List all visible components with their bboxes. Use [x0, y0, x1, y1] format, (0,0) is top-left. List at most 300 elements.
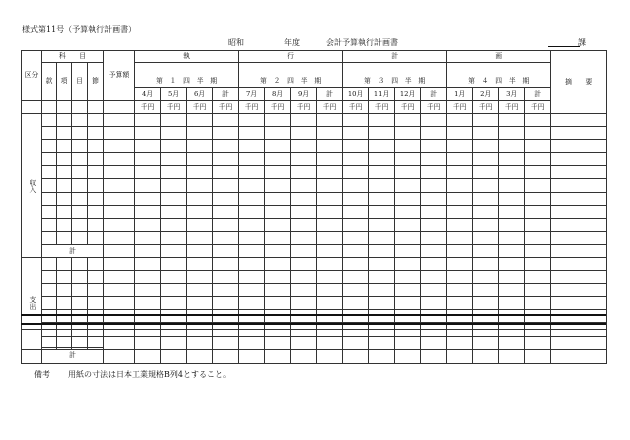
amount-entry-cell[interactable]	[239, 153, 265, 166]
amount-entry-cell[interactable]	[421, 330, 447, 364]
amount-entry-cell[interactable]	[135, 192, 161, 205]
amount-entry-cell[interactable]	[447, 218, 473, 231]
amount-entry-cell[interactable]	[187, 271, 213, 284]
amount-entry-cell[interactable]	[135, 297, 161, 310]
remarks-entry-cell[interactable]	[551, 218, 607, 231]
subject-entry-cell[interactable]	[104, 297, 135, 310]
amount-entry-cell[interactable]	[395, 127, 421, 140]
amount-entry-cell[interactable]	[447, 310, 473, 323]
amount-entry-cell[interactable]	[525, 205, 551, 218]
subject-entry-cell[interactable]	[42, 218, 57, 231]
amount-entry-cell[interactable]	[317, 192, 343, 205]
amount-entry-cell[interactable]	[473, 257, 499, 270]
amount-entry-cell[interactable]	[213, 205, 239, 218]
amount-entry-cell[interactable]	[161, 127, 187, 140]
amount-entry-cell[interactable]	[395, 231, 421, 244]
amount-entry-cell[interactable]	[343, 284, 369, 297]
subject-entry-cell[interactable]	[104, 114, 135, 127]
amount-entry-cell[interactable]	[187, 218, 213, 231]
subject-entry-cell[interactable]	[104, 205, 135, 218]
amount-entry-cell[interactable]	[187, 310, 213, 323]
amount-entry-cell[interactable]	[213, 166, 239, 179]
amount-entry-cell[interactable]	[239, 257, 265, 270]
amount-entry-cell[interactable]	[187, 153, 213, 166]
subject-entry-cell[interactable]	[72, 284, 88, 297]
amount-entry-cell[interactable]	[421, 205, 447, 218]
amount-entry-cell[interactable]	[239, 244, 265, 257]
subject-entry-cell[interactable]	[88, 140, 104, 153]
amount-entry-cell[interactable]	[343, 114, 369, 127]
amount-entry-cell[interactable]	[265, 179, 291, 192]
amount-entry-cell[interactable]	[369, 153, 395, 166]
amount-entry-cell[interactable]	[291, 166, 317, 179]
amount-entry-cell[interactable]	[213, 244, 239, 257]
amount-entry-cell[interactable]	[265, 153, 291, 166]
amount-entry-cell[interactable]	[369, 310, 395, 323]
amount-entry-cell[interactable]	[473, 330, 499, 364]
amount-entry-cell[interactable]	[395, 166, 421, 179]
subject-entry-cell[interactable]	[88, 297, 104, 310]
amount-entry-cell[interactable]	[473, 140, 499, 153]
amount-entry-cell[interactable]	[317, 231, 343, 244]
amount-entry-cell[interactable]	[239, 166, 265, 179]
amount-entry-cell[interactable]	[343, 179, 369, 192]
amount-entry-cell[interactable]	[239, 310, 265, 323]
subject-entry-cell[interactable]	[104, 140, 135, 153]
amount-entry-cell[interactable]	[369, 284, 395, 297]
subject-entry-cell[interactable]	[88, 166, 104, 179]
amount-entry-cell[interactable]	[447, 330, 473, 364]
amount-entry-cell[interactable]	[525, 218, 551, 231]
subject-entry-cell[interactable]	[57, 310, 72, 323]
amount-entry-cell[interactable]	[395, 218, 421, 231]
amount-entry-cell[interactable]	[343, 205, 369, 218]
amount-entry-cell[interactable]	[291, 179, 317, 192]
amount-entry-cell[interactable]	[395, 284, 421, 297]
amount-entry-cell[interactable]	[447, 114, 473, 127]
amount-entry-cell[interactable]	[161, 271, 187, 284]
amount-entry-cell[interactable]	[395, 205, 421, 218]
subject-entry-cell[interactable]	[88, 218, 104, 231]
subject-entry-cell[interactable]	[88, 192, 104, 205]
amount-entry-cell[interactable]	[239, 114, 265, 127]
amount-entry-cell[interactable]	[473, 153, 499, 166]
subject-entry-cell[interactable]	[72, 271, 88, 284]
amount-entry-cell[interactable]	[499, 179, 525, 192]
amount-entry-cell[interactable]	[421, 231, 447, 244]
amount-entry-cell[interactable]	[291, 284, 317, 297]
amount-entry-cell[interactable]	[343, 271, 369, 284]
amount-entry-cell[interactable]	[213, 231, 239, 244]
remarks-entry-cell[interactable]	[551, 192, 607, 205]
amount-entry-cell[interactable]	[421, 127, 447, 140]
amount-entry-cell[interactable]	[499, 297, 525, 310]
amount-entry-cell[interactable]	[135, 114, 161, 127]
amount-entry-cell[interactable]	[135, 127, 161, 140]
amount-entry-cell[interactable]	[135, 153, 161, 166]
amount-entry-cell[interactable]	[291, 231, 317, 244]
amount-entry-cell[interactable]	[135, 257, 161, 270]
amount-entry-cell[interactable]	[499, 330, 525, 364]
subject-entry-cell[interactable]	[72, 153, 88, 166]
amount-entry-cell[interactable]	[447, 166, 473, 179]
subject-entry-cell[interactable]	[72, 310, 88, 323]
amount-entry-cell[interactable]	[421, 218, 447, 231]
amount-entry-cell[interactable]	[421, 179, 447, 192]
amount-entry-cell[interactable]	[317, 244, 343, 257]
subject-entry-cell[interactable]	[72, 231, 88, 244]
amount-entry-cell[interactable]	[265, 166, 291, 179]
amount-entry-cell[interactable]	[317, 297, 343, 310]
amount-entry-cell[interactable]	[187, 192, 213, 205]
subject-entry-cell[interactable]	[72, 127, 88, 140]
amount-entry-cell[interactable]	[473, 205, 499, 218]
remarks-entry-cell[interactable]	[551, 271, 607, 284]
subject-entry-cell[interactable]	[104, 166, 135, 179]
amount-entry-cell[interactable]	[239, 271, 265, 284]
amount-entry-cell[interactable]	[499, 127, 525, 140]
amount-entry-cell[interactable]	[525, 284, 551, 297]
subject-entry-cell[interactable]	[42, 153, 57, 166]
subject-entry-cell[interactable]	[42, 205, 57, 218]
amount-entry-cell[interactable]	[213, 218, 239, 231]
subject-entry-cell[interactable]	[104, 218, 135, 231]
amount-entry-cell[interactable]	[317, 218, 343, 231]
subject-entry-cell[interactable]	[104, 192, 135, 205]
amount-entry-cell[interactable]	[213, 271, 239, 284]
amount-entry-cell[interactable]	[525, 114, 551, 127]
amount-entry-cell[interactable]	[135, 218, 161, 231]
amount-entry-cell[interactable]	[135, 231, 161, 244]
amount-entry-cell[interactable]	[369, 166, 395, 179]
subject-entry-cell[interactable]	[57, 218, 72, 231]
amount-entry-cell[interactable]	[265, 205, 291, 218]
amount-entry-cell[interactable]	[291, 297, 317, 310]
amount-entry-cell[interactable]	[317, 140, 343, 153]
amount-entry-cell[interactable]	[395, 153, 421, 166]
amount-entry-cell[interactable]	[447, 127, 473, 140]
amount-entry-cell[interactable]	[343, 192, 369, 205]
amount-entry-cell[interactable]	[291, 218, 317, 231]
amount-entry-cell[interactable]	[239, 330, 265, 364]
amount-entry-cell[interactable]	[161, 166, 187, 179]
subject-entry-cell[interactable]	[42, 114, 57, 127]
remarks-entry-cell[interactable]	[551, 166, 607, 179]
amount-entry-cell[interactable]	[499, 284, 525, 297]
amount-entry-cell[interactable]	[343, 140, 369, 153]
subject-entry-cell[interactable]	[57, 205, 72, 218]
amount-entry-cell[interactable]	[161, 218, 187, 231]
amount-entry-cell[interactable]	[395, 192, 421, 205]
amount-entry-cell[interactable]	[213, 179, 239, 192]
subject-entry-cell[interactable]	[57, 114, 72, 127]
remarks-entry-cell[interactable]	[551, 140, 607, 153]
amount-entry-cell[interactable]	[291, 205, 317, 218]
amount-entry-cell[interactable]	[369, 271, 395, 284]
amount-entry-cell[interactable]	[447, 231, 473, 244]
amount-entry-cell[interactable]	[291, 127, 317, 140]
amount-entry-cell[interactable]	[291, 114, 317, 127]
amount-entry-cell[interactable]	[239, 140, 265, 153]
amount-entry-cell[interactable]	[421, 114, 447, 127]
amount-entry-cell[interactable]	[473, 297, 499, 310]
amount-entry-cell[interactable]	[239, 179, 265, 192]
amount-entry-cell[interactable]	[395, 244, 421, 257]
amount-entry-cell[interactable]	[135, 310, 161, 323]
amount-entry-cell[interactable]	[265, 218, 291, 231]
subject-entry-cell[interactable]	[57, 192, 72, 205]
amount-entry-cell[interactable]	[473, 244, 499, 257]
amount-entry-cell[interactable]	[291, 310, 317, 323]
subject-entry-cell[interactable]	[42, 310, 57, 323]
subject-entry-cell[interactable]	[42, 231, 57, 244]
amount-entry-cell[interactable]	[369, 218, 395, 231]
amount-entry-cell[interactable]	[499, 244, 525, 257]
amount-entry-cell[interactable]	[135, 205, 161, 218]
remarks-entry-cell[interactable]	[551, 153, 607, 166]
remarks-entry-cell[interactable]	[551, 310, 607, 323]
subject-entry-cell[interactable]	[57, 271, 72, 284]
subject-entry-cell[interactable]	[42, 179, 57, 192]
remarks-entry-cell[interactable]	[551, 297, 607, 310]
amount-entry-cell[interactable]	[447, 271, 473, 284]
amount-entry-cell[interactable]	[421, 153, 447, 166]
amount-entry-cell[interactable]	[291, 271, 317, 284]
amount-entry-cell[interactable]	[499, 218, 525, 231]
amount-entry-cell[interactable]	[499, 166, 525, 179]
amount-entry-cell[interactable]	[187, 179, 213, 192]
amount-entry-cell[interactable]	[395, 257, 421, 270]
amount-entry-cell[interactable]	[291, 244, 317, 257]
amount-entry-cell[interactable]	[421, 284, 447, 297]
amount-entry-cell[interactable]	[265, 257, 291, 270]
subject-entry-cell[interactable]	[57, 257, 72, 270]
subject-entry-cell[interactable]	[72, 330, 88, 348]
amount-entry-cell[interactable]	[265, 192, 291, 205]
amount-entry-cell[interactable]	[213, 330, 239, 364]
amount-entry-cell[interactable]	[369, 205, 395, 218]
subject-entry-cell[interactable]	[57, 153, 72, 166]
amount-entry-cell[interactable]	[187, 284, 213, 297]
amount-entry-cell[interactable]	[317, 330, 343, 364]
amount-entry-cell[interactable]	[525, 127, 551, 140]
subject-entry-cell[interactable]	[57, 284, 72, 297]
amount-entry-cell[interactable]	[161, 192, 187, 205]
amount-entry-cell[interactable]	[187, 205, 213, 218]
amount-entry-cell[interactable]	[161, 297, 187, 310]
amount-entry-cell[interactable]	[525, 244, 551, 257]
amount-entry-cell[interactable]	[343, 166, 369, 179]
amount-entry-cell[interactable]	[343, 244, 369, 257]
remarks-entry-cell[interactable]	[551, 231, 607, 244]
amount-entry-cell[interactable]	[161, 244, 187, 257]
subject-entry-cell[interactable]	[88, 127, 104, 140]
amount-entry-cell[interactable]	[104, 244, 135, 257]
amount-entry-cell[interactable]	[291, 330, 317, 364]
amount-entry-cell[interactable]	[104, 330, 135, 364]
subject-entry-cell[interactable]	[104, 231, 135, 244]
amount-entry-cell[interactable]	[473, 166, 499, 179]
amount-entry-cell[interactable]	[187, 114, 213, 127]
amount-entry-cell[interactable]	[343, 310, 369, 323]
amount-entry-cell[interactable]	[473, 179, 499, 192]
amount-entry-cell[interactable]	[447, 179, 473, 192]
amount-entry-cell[interactable]	[395, 271, 421, 284]
amount-entry-cell[interactable]	[395, 297, 421, 310]
amount-entry-cell[interactable]	[135, 166, 161, 179]
amount-entry-cell[interactable]	[421, 192, 447, 205]
amount-entry-cell[interactable]	[161, 114, 187, 127]
amount-entry-cell[interactable]	[213, 310, 239, 323]
amount-entry-cell[interactable]	[447, 284, 473, 297]
amount-entry-cell[interactable]	[447, 192, 473, 205]
amount-entry-cell[interactable]	[343, 257, 369, 270]
amount-entry-cell[interactable]	[343, 127, 369, 140]
amount-entry-cell[interactable]	[473, 271, 499, 284]
amount-entry-cell[interactable]	[395, 114, 421, 127]
subject-entry-cell[interactable]	[42, 297, 57, 310]
amount-entry-cell[interactable]	[213, 192, 239, 205]
amount-entry-cell[interactable]	[369, 297, 395, 310]
amount-entry-cell[interactable]	[317, 153, 343, 166]
remarks-entry-cell[interactable]	[551, 127, 607, 140]
amount-entry-cell[interactable]	[317, 127, 343, 140]
subject-entry-cell[interactable]	[88, 257, 104, 270]
amount-entry-cell[interactable]	[499, 271, 525, 284]
amount-entry-cell[interactable]	[369, 330, 395, 364]
amount-entry-cell[interactable]	[213, 114, 239, 127]
amount-entry-cell[interactable]	[265, 244, 291, 257]
amount-entry-cell[interactable]	[239, 297, 265, 310]
subject-entry-cell[interactable]	[42, 257, 57, 270]
amount-entry-cell[interactable]	[265, 271, 291, 284]
amount-entry-cell[interactable]	[525, 153, 551, 166]
amount-entry-cell[interactable]	[421, 257, 447, 270]
amount-entry-cell[interactable]	[213, 297, 239, 310]
amount-entry-cell[interactable]	[317, 310, 343, 323]
amount-entry-cell[interactable]	[317, 284, 343, 297]
subject-entry-cell[interactable]	[88, 310, 104, 323]
subject-entry-cell[interactable]	[57, 330, 72, 348]
amount-entry-cell[interactable]	[265, 127, 291, 140]
amount-entry-cell[interactable]	[421, 310, 447, 323]
subject-entry-cell[interactable]	[88, 179, 104, 192]
subject-entry-cell[interactable]	[42, 140, 57, 153]
subject-entry-cell[interactable]	[57, 127, 72, 140]
amount-entry-cell[interactable]	[447, 140, 473, 153]
amount-entry-cell[interactable]	[161, 231, 187, 244]
amount-entry-cell[interactable]	[187, 244, 213, 257]
amount-entry-cell[interactable]	[395, 140, 421, 153]
subject-entry-cell[interactable]	[104, 271, 135, 284]
subject-entry-cell[interactable]	[88, 114, 104, 127]
amount-entry-cell[interactable]	[239, 284, 265, 297]
amount-entry-cell[interactable]	[135, 284, 161, 297]
amount-entry-cell[interactable]	[317, 271, 343, 284]
amount-entry-cell[interactable]	[161, 153, 187, 166]
amount-entry-cell[interactable]	[187, 140, 213, 153]
amount-entry-cell[interactable]	[525, 166, 551, 179]
amount-entry-cell[interactable]	[525, 179, 551, 192]
amount-entry-cell[interactable]	[187, 127, 213, 140]
amount-entry-cell[interactable]	[239, 205, 265, 218]
amount-entry-cell[interactable]	[161, 330, 187, 364]
amount-entry-cell[interactable]	[135, 140, 161, 153]
amount-entry-cell[interactable]	[135, 271, 161, 284]
amount-entry-cell[interactable]	[499, 231, 525, 244]
amount-entry-cell[interactable]	[473, 114, 499, 127]
dept-name-line[interactable]	[548, 46, 580, 47]
subject-entry-cell[interactable]	[72, 192, 88, 205]
amount-entry-cell[interactable]	[265, 284, 291, 297]
amount-entry-cell[interactable]	[239, 231, 265, 244]
amount-entry-cell[interactable]	[187, 330, 213, 364]
amount-entry-cell[interactable]	[473, 218, 499, 231]
amount-entry-cell[interactable]	[525, 310, 551, 323]
amount-entry-cell[interactable]	[369, 257, 395, 270]
amount-entry-cell[interactable]	[213, 140, 239, 153]
amount-entry-cell[interactable]	[499, 257, 525, 270]
amount-entry-cell[interactable]	[473, 127, 499, 140]
amount-entry-cell[interactable]	[265, 297, 291, 310]
amount-entry-cell[interactable]	[369, 231, 395, 244]
amount-entry-cell[interactable]	[317, 114, 343, 127]
subject-entry-cell[interactable]	[104, 257, 135, 270]
subject-entry-cell[interactable]	[72, 166, 88, 179]
subject-entry-cell[interactable]	[72, 179, 88, 192]
subject-entry-cell[interactable]	[104, 284, 135, 297]
amount-entry-cell[interactable]	[525, 297, 551, 310]
amount-entry-cell[interactable]	[369, 192, 395, 205]
amount-entry-cell[interactable]	[421, 244, 447, 257]
amount-entry-cell[interactable]	[343, 218, 369, 231]
amount-entry-cell[interactable]	[447, 297, 473, 310]
amount-entry-cell[interactable]	[291, 153, 317, 166]
remarks-entry-cell[interactable]	[551, 244, 607, 257]
subject-entry-cell[interactable]	[104, 127, 135, 140]
amount-entry-cell[interactable]	[265, 140, 291, 153]
amount-entry-cell[interactable]	[343, 153, 369, 166]
amount-entry-cell[interactable]	[161, 140, 187, 153]
amount-entry-cell[interactable]	[421, 271, 447, 284]
remarks-entry-cell[interactable]	[551, 257, 607, 270]
amount-entry-cell[interactable]	[187, 231, 213, 244]
amount-entry-cell[interactable]	[135, 330, 161, 364]
subject-entry-cell[interactable]	[57, 166, 72, 179]
subject-entry-cell[interactable]	[57, 297, 72, 310]
amount-entry-cell[interactable]	[395, 330, 421, 364]
amount-entry-cell[interactable]	[473, 310, 499, 323]
amount-entry-cell[interactable]	[343, 231, 369, 244]
subject-entry-cell[interactable]	[88, 153, 104, 166]
amount-entry-cell[interactable]	[369, 127, 395, 140]
amount-entry-cell[interactable]	[291, 140, 317, 153]
amount-entry-cell[interactable]	[265, 114, 291, 127]
subject-entry-cell[interactable]	[104, 153, 135, 166]
amount-entry-cell[interactable]	[525, 257, 551, 270]
amount-entry-cell[interactable]	[447, 153, 473, 166]
amount-entry-cell[interactable]	[395, 310, 421, 323]
subject-entry-cell[interactable]	[42, 284, 57, 297]
amount-entry-cell[interactable]	[499, 205, 525, 218]
amount-entry-cell[interactable]	[369, 140, 395, 153]
amount-entry-cell[interactable]	[499, 140, 525, 153]
remarks-entry-cell[interactable]	[551, 114, 607, 127]
amount-entry-cell[interactable]	[135, 179, 161, 192]
amount-entry-cell[interactable]	[265, 330, 291, 364]
amount-entry-cell[interactable]	[239, 192, 265, 205]
subject-entry-cell[interactable]	[57, 140, 72, 153]
